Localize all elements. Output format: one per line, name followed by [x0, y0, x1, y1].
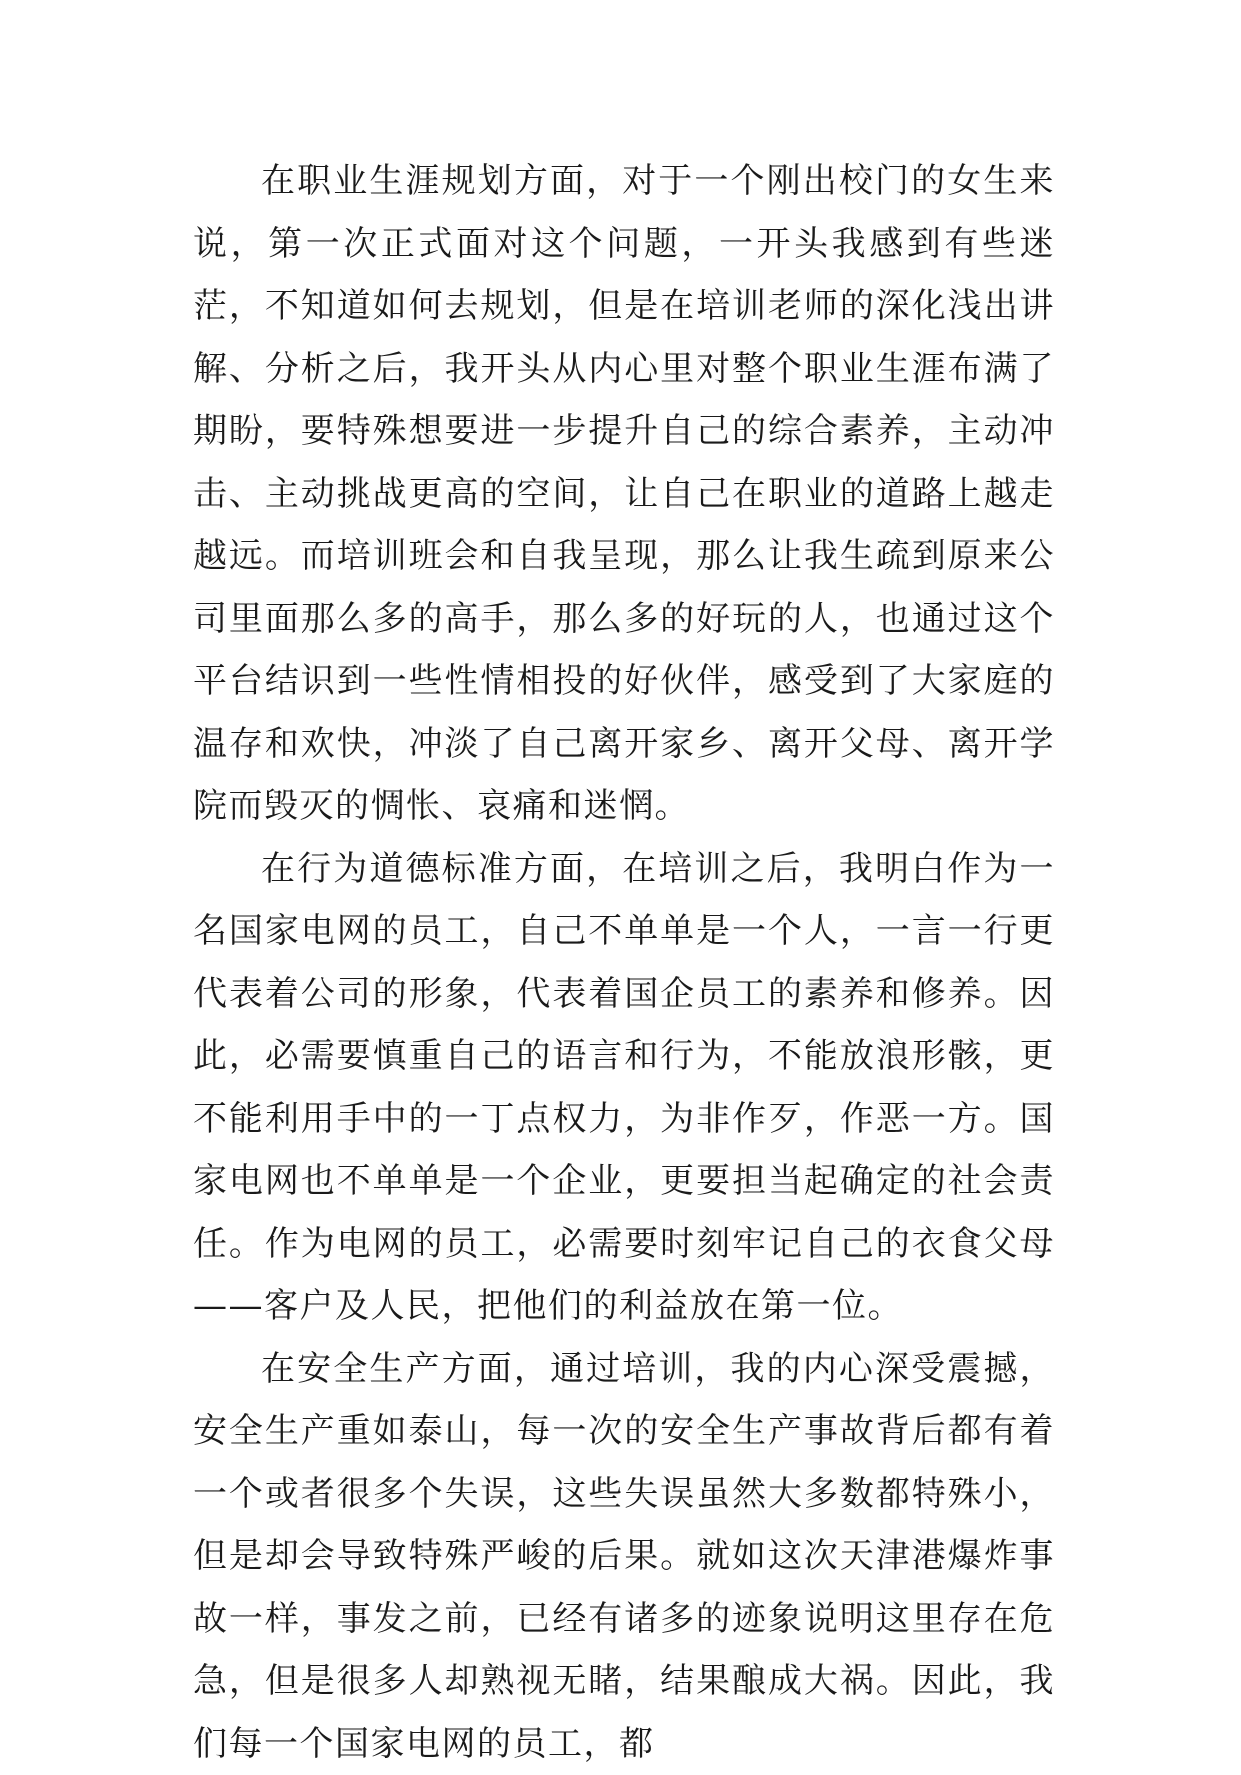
paragraph-ethics-standards: 在行为道德标准方面，在培训之后，我明白作为一名国家电网的员工，自己不单单是一个人，一言一行更代表着公司的形象，代表着国企员工的素养和修养。因此，必需要慎重自己的语言和行为，不能放浪形骸，更不能利用手中的一丁点权力，为非作歹，作恶一方。国家电网也不单单是一个企业，更要担当起确定的社会责任。作为电网的员工，必需要时刻牢记自己的衣食父母——客户及人民，把他们的利益放在第一位。: [193, 838, 1055, 1338]
paragraph-career-planning: 在职业生涯规划方面，对于一个刚出校门的女生来说，第一次正式面对这个问题，一开头我感到有些迷茫，不知道如何去规划，但是在培训老师的深化浅出讲解、分析之后，我开头从内心里对整个职业生涯布满了期盼，要特殊想要进一步提升自己的综合素养，主动冲击、主动挑战更高的空间，让自己在职业的道路上越走越远。而培训班会和自我呈现，那么让我生疏到原来公司里面那么多的高手，那么多的好玩的人，也通过这个平台结识到一些性情相投的好伙伴，感受到了大家庭的温存和欢快，冲淡了自己离开家乡、离开父母、离开学院而毁灭的惆怅、哀痛和迷惘。: [193, 150, 1055, 838]
document-body: [193, 150, 1055, 1775]
paragraph-safety-production: 在安全生产方面，通过培训，我的内心深受震撼，安全生产重如泰山，每一次的安全生产事故背后都有着一个或者很多个失误，这些失误虽然大多数都特殊小，但是却会导致特殊严峻的后果。就如这次天津港爆炸事故一样，事发之前，已经有诸多的迹象说明这里存在危急，但是很多人却熟视无睹，结果酿成大祸。因此，我们每一个国家电网的员工，都: [193, 1338, 1055, 1775]
